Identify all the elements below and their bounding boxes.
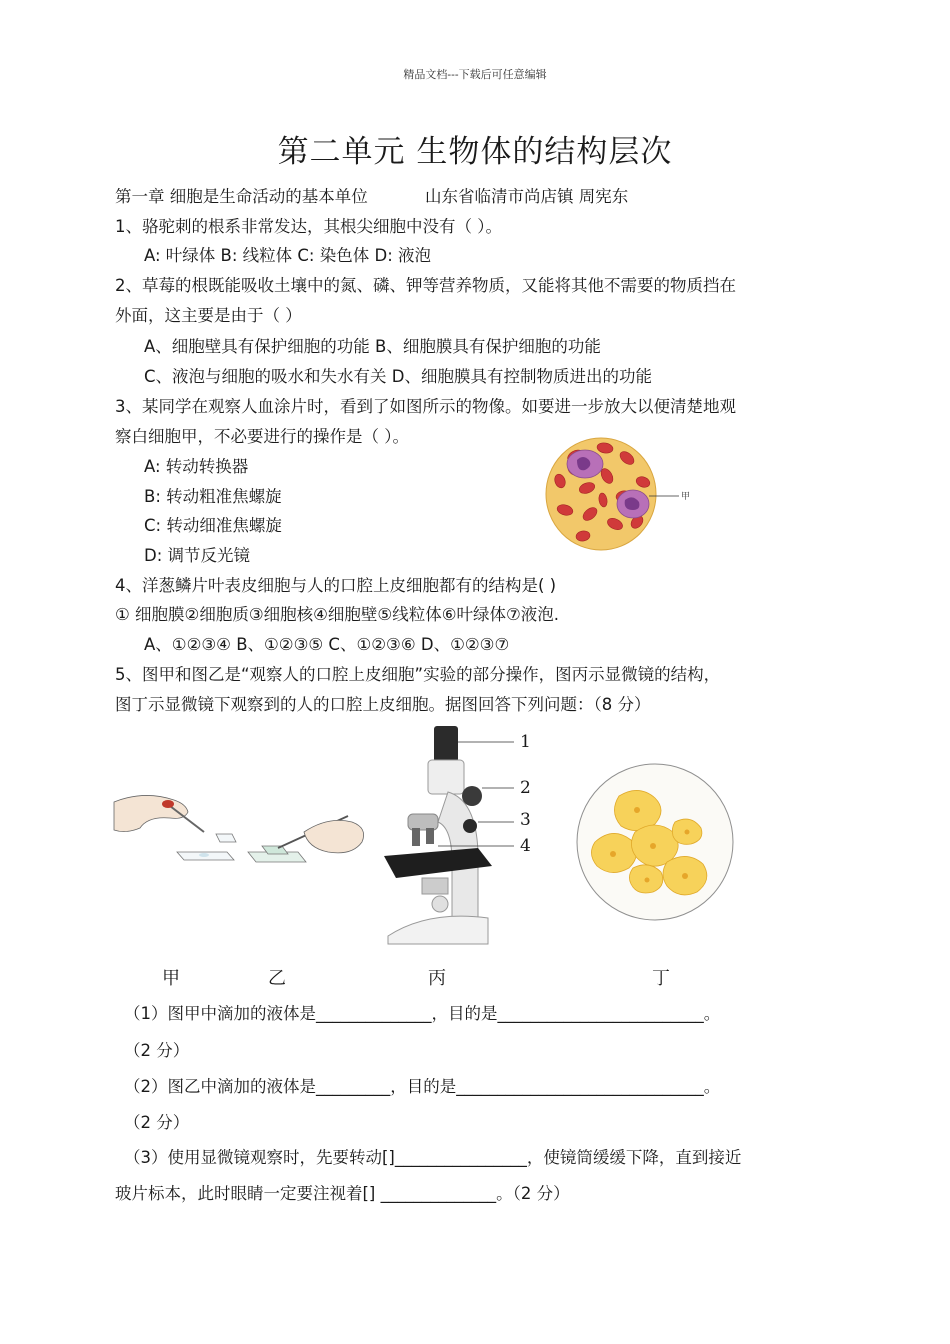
- blood-smear-figure: [545, 436, 705, 552]
- q3-option-c: C: 转动细准焦螺旋: [144, 516, 282, 535]
- q5-sub2-line1: （2）图乙中滴加的液体是_________，目的是______________________________。: [124, 1077, 721, 1096]
- q1-stem: 1、骆驼刺的根系非常发达，其根尖细胞中没有（ ）。: [115, 217, 502, 236]
- q3-option-b: B: 转动粗准焦螺旋: [144, 487, 282, 506]
- q2-options-2: C、液泡与细胞的吸水和失水有关 D、细胞膜具有控制物质进出的功能: [144, 367, 652, 386]
- figure-jia-dropper: [112, 788, 242, 868]
- q3-stem-1: 3、某同学在观察人血涂片时，看到了如图所示的物像。如要进一步放大以便清楚地观: [115, 397, 736, 416]
- blood-figure-label: 甲: [681, 492, 691, 502]
- q4-items: ① 细胞膜②细胞质③细胞核④细胞壁⑤线粒体⑥叶绿体⑦液泡.: [115, 605, 560, 624]
- q5-sub3-line1: （3）使用显微镜观察时，先要转动[]________________，使镜筒缓缓下降，直到接近: [124, 1148, 742, 1167]
- q3-option-d: D: 调节反光镜: [144, 546, 251, 565]
- q5-sub2-line2: （2 分）: [124, 1113, 190, 1132]
- figure-ding-cheek-cells: [575, 762, 735, 922]
- q5-stem-1: 5、图甲和图乙是“观察人的口腔上皮细胞”实验的部分操作，图丙示显微镜的结构，: [115, 665, 721, 684]
- page-header: 精品文档---下载后可任意编辑: [403, 68, 547, 81]
- q3-option-a: A: 转动转换器: [144, 457, 249, 476]
- figure-label-ding: 丁: [652, 968, 670, 989]
- q5-stem-2: 图丁示显微镜下观察到的人的口腔上皮细胞。据图回答下列问题：（8 分）: [115, 695, 651, 714]
- figure-label-bing: 丙: [428, 968, 446, 989]
- q4-options: A、①②③④ B、①②③⑤ C、①②③⑥ D、①②③⑦: [144, 635, 510, 654]
- q1-options: A: 叶绿体 B: 线粒体 C: 染色体 D: 液泡: [144, 246, 431, 265]
- q2-options-1: A、细胞壁具有保护细胞的功能 B、细胞膜具有保护细胞的功能: [144, 337, 601, 356]
- q2-stem-1: 2、草莓的根既能吸收土壤中的氮、磷、钾等营养物质，又能将其他不需要的物质挡在: [115, 276, 736, 295]
- q2-stem-2: 外面，这主要是由于（ ）: [115, 306, 302, 325]
- microscope-label-3: 3: [520, 810, 531, 830]
- q5-sub1-line1: （1）图甲中滴加的液体是______________，目的是_________________________。: [124, 1004, 721, 1023]
- chapter-title: 第一章 细胞是生命活动的基本单位: [115, 187, 368, 206]
- q5-sub3-line2: 玻片标本，此时眼睛一定要注视着[] ______________。（2 分）: [115, 1184, 570, 1203]
- page-title: 第二单元 生物体的结构层次: [277, 134, 673, 170]
- q5-sub1-line2: （2 分）: [124, 1041, 190, 1060]
- chapter-line: [115, 186, 628, 208]
- microscope-label-1: 1: [520, 732, 531, 752]
- microscope-label-4: 4: [520, 836, 531, 856]
- figure-label-yi: 乙: [268, 968, 286, 989]
- figure-bing-microscope: [378, 726, 538, 966]
- microscope-label-2: 2: [520, 778, 531, 798]
- q3-stem-2: 察白细胞甲，不必要进行的操作是（ ）。: [115, 427, 409, 446]
- figure-yi-tweezers: [242, 810, 372, 870]
- author: 山东省临清市尚店镇 周宪东: [425, 187, 629, 206]
- figure-label-jia: 甲: [162, 968, 180, 989]
- q4-stem: 4、洋葱鳞片叶表皮细胞与人的口腔上皮细胞都有的结构是( ): [115, 576, 557, 595]
